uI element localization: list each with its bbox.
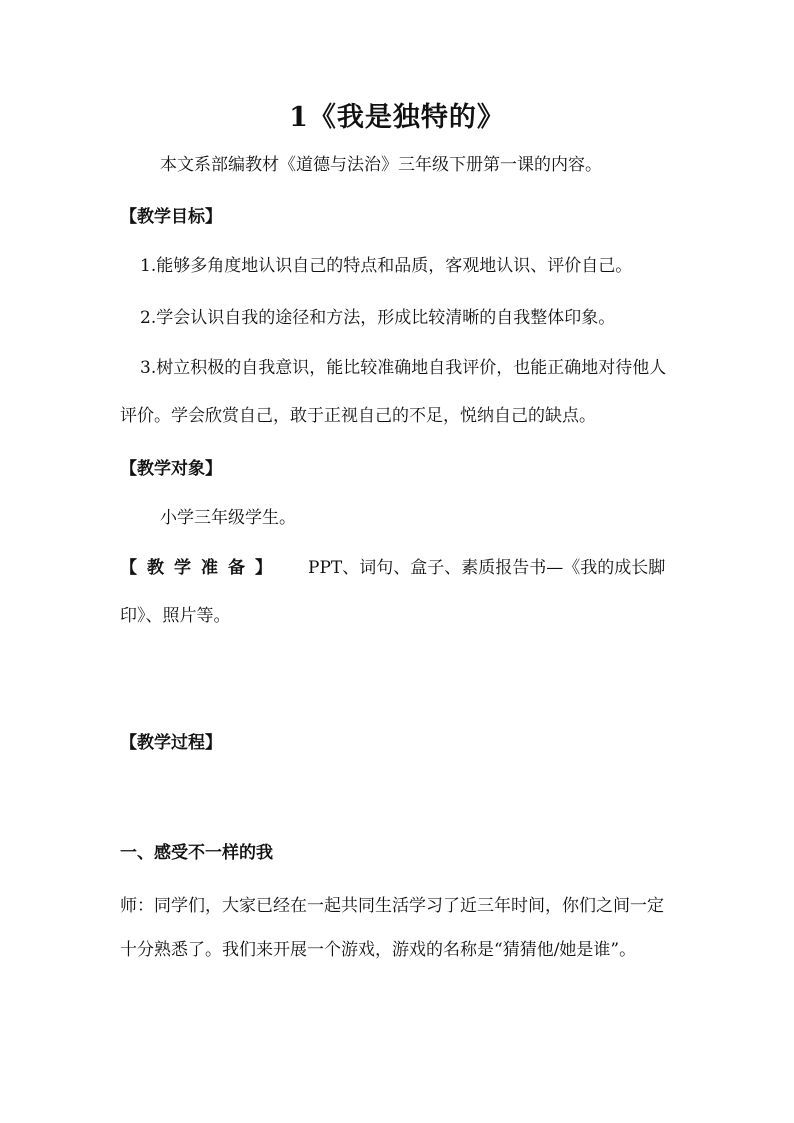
document-title: 1《我是独特的》 (289, 102, 505, 133)
audience-text: 小学三年级学生。 (160, 508, 296, 528)
prep-text: PPT、词句、盒子、素质报告书—《我的成长脚印》、照片等。 (120, 558, 666, 626)
prep-heading: 【教学准备】 (120, 558, 282, 578)
goal-item-1: 1.能够多角度地认识自己的特点和品质，客观地认识、评价自己。 (140, 256, 633, 276)
prep-paragraph (120, 544, 674, 640)
goal-item-2: 2.学会认识自我的途径和方法，形成比较清晰的自我整体印象。 (140, 308, 616, 328)
goal-item-3: 3.树立积极的自我意识，能比较准确地自我评价，也能正确地对待他人评价。学会欣赏自己，敢于正视自己的不足，悦纳自己的缺点。 (120, 358, 667, 426)
section1-heading: 一、感受不一样的我 (120, 843, 273, 863)
process-heading: 【教学过程】 (120, 733, 222, 753)
section1-text: 师：同学们，大家已经在一起共同生活学习了近三年时间，你们之间一定十分熟悉了。我们来开展一个游戏，游戏的名称是“猜猜他/她是谁”。 (120, 896, 664, 960)
audience-heading: 【教学对象】 (120, 459, 222, 479)
goals-heading: 【教学目标】 (120, 207, 222, 227)
intro-paragraph: 本文系部编教材《道德与法治》三年级下册第一课的内容。 (160, 155, 602, 175)
